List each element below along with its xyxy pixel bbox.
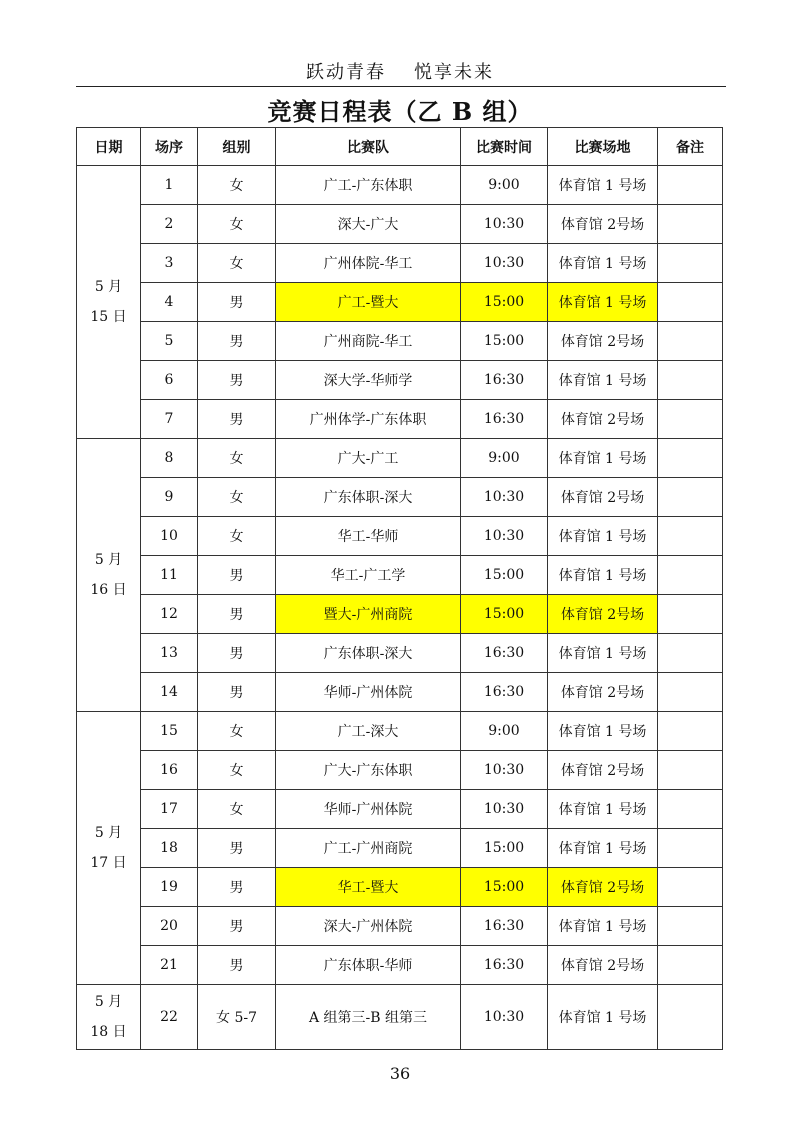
- match-order: 17: [141, 790, 198, 829]
- match-group: 男: [198, 868, 276, 907]
- date-month: 5 月: [94, 994, 123, 1010]
- match-note: [658, 673, 723, 712]
- match-venue: 体育馆 1 号场: [548, 985, 658, 1050]
- col-header-note: 备注: [658, 128, 723, 166]
- match-note: [658, 283, 723, 322]
- match-time: 10:30: [461, 244, 548, 283]
- match-order: 10: [141, 517, 198, 556]
- match-group: 女: [198, 790, 276, 829]
- date-day: 15 日: [90, 309, 127, 325]
- match-teams: 深大学-华师学: [276, 361, 461, 400]
- table-row: [77, 205, 723, 244]
- match-note: [658, 166, 723, 205]
- match-group: 女: [198, 478, 276, 517]
- col-header-group: 组别: [198, 128, 276, 166]
- table-row: [77, 790, 723, 829]
- match-time: 15:00: [461, 868, 548, 907]
- match-time: 16:30: [461, 361, 548, 400]
- table-row: [77, 829, 723, 868]
- page-number: 36: [389, 1064, 411, 1083]
- match-teams: 华工-广工学: [276, 556, 461, 595]
- page-title: 竞赛日程表（乙 B 组）: [267, 97, 533, 126]
- match-note: [658, 361, 723, 400]
- match-group: 男: [198, 283, 276, 322]
- match-venue: 体育馆 1 号场: [548, 166, 658, 205]
- table-row: [77, 712, 723, 751]
- match-order: 21: [141, 946, 198, 985]
- match-venue: 体育馆 2号场: [548, 946, 658, 985]
- match-group: 女: [198, 439, 276, 478]
- match-note: [658, 790, 723, 829]
- match-note: [658, 478, 723, 517]
- match-time: 10:30: [461, 478, 548, 517]
- match-group: 男: [198, 361, 276, 400]
- table-row: [77, 946, 723, 985]
- match-note: [658, 244, 723, 283]
- match-teams: A 组第三-B 组第三: [276, 985, 461, 1050]
- match-venue: 体育馆 1 号场: [548, 361, 658, 400]
- date-cell: [77, 712, 141, 985]
- match-venue: 体育馆 1 号场: [548, 829, 658, 868]
- table-header-row: [77, 128, 723, 166]
- match-group: 女: [198, 244, 276, 283]
- match-venue: 体育馆 2号场: [548, 322, 658, 361]
- match-teams: 深大-广州体院: [276, 907, 461, 946]
- match-note: [658, 517, 723, 556]
- match-group: 男: [198, 634, 276, 673]
- match-teams: 广州体院-华工: [276, 244, 461, 283]
- match-venue: 体育馆 1 号场: [548, 712, 658, 751]
- match-venue: 体育馆 2号场: [548, 205, 658, 244]
- match-note: [658, 829, 723, 868]
- match-order: 12: [141, 595, 198, 634]
- match-order: 19: [141, 868, 198, 907]
- match-note: [658, 985, 723, 1050]
- match-teams: 广州体学-广东体职: [276, 400, 461, 439]
- table-row: [77, 283, 723, 322]
- match-teams: 广工-深大: [276, 712, 461, 751]
- table-row: [77, 673, 723, 712]
- date-day: 17 日: [90, 855, 127, 871]
- schedule-body: [77, 166, 723, 1050]
- table-row: [77, 439, 723, 478]
- match-venue: 体育馆 1 号场: [548, 244, 658, 283]
- match-teams: 广工-广东体职: [276, 166, 461, 205]
- match-time: 9:00: [461, 439, 548, 478]
- match-order: 4: [141, 283, 198, 322]
- match-order: 2: [141, 205, 198, 244]
- date-month: 5 月: [94, 825, 123, 841]
- match-group: 男: [198, 595, 276, 634]
- table-row: [77, 556, 723, 595]
- table-row: [77, 166, 723, 205]
- match-order: 11: [141, 556, 198, 595]
- match-teams: 暨大-广州商院: [276, 595, 461, 634]
- match-order: 5: [141, 322, 198, 361]
- match-venue: 体育馆 1 号场: [548, 634, 658, 673]
- match-order: 1: [141, 166, 198, 205]
- match-order: 6: [141, 361, 198, 400]
- match-teams: 华工-华师: [276, 517, 461, 556]
- date-month: 5 月: [94, 552, 123, 568]
- col-header-date: 日期: [77, 128, 141, 166]
- match-time: 15:00: [461, 283, 548, 322]
- match-group: 男: [198, 322, 276, 361]
- match-teams: 深大-广大: [276, 205, 461, 244]
- match-time: 10:30: [461, 205, 548, 244]
- match-order: 8: [141, 439, 198, 478]
- match-group: 男: [198, 400, 276, 439]
- table-row: [77, 517, 723, 556]
- match-venue: 体育馆 1 号场: [548, 907, 658, 946]
- match-note: [658, 400, 723, 439]
- match-venue: 体育馆 1 号场: [548, 283, 658, 322]
- match-time: 15:00: [461, 556, 548, 595]
- table-row: [77, 907, 723, 946]
- match-teams: 广东体职-华师: [276, 946, 461, 985]
- match-time: 16:30: [461, 946, 548, 985]
- match-note: [658, 595, 723, 634]
- match-group: 女 5-7: [198, 985, 276, 1050]
- table-row: [77, 595, 723, 634]
- match-time: 10:30: [461, 985, 548, 1050]
- match-venue: 体育馆 1 号场: [548, 556, 658, 595]
- date-month: 5 月: [94, 279, 123, 295]
- match-time: 16:30: [461, 634, 548, 673]
- match-teams: 广大-广东体职: [276, 751, 461, 790]
- header-divider: [76, 86, 726, 87]
- match-group: 女: [198, 712, 276, 751]
- table-row: [77, 400, 723, 439]
- table-row: [77, 751, 723, 790]
- match-order: 15: [141, 712, 198, 751]
- match-time: 15:00: [461, 829, 548, 868]
- match-order: 9: [141, 478, 198, 517]
- match-teams: 华师-广州体院: [276, 790, 461, 829]
- match-teams: 广工-广州商院: [276, 829, 461, 868]
- match-order: 16: [141, 751, 198, 790]
- match-group: 男: [198, 673, 276, 712]
- match-venue: 体育馆 1 号场: [548, 439, 658, 478]
- match-time: 10:30: [461, 751, 548, 790]
- match-group: 男: [198, 907, 276, 946]
- match-time: 10:30: [461, 790, 548, 829]
- col-header-teams: 比赛队: [276, 128, 461, 166]
- table-row: [77, 478, 723, 517]
- match-group: 男: [198, 556, 276, 595]
- header-slogan: [0, 58, 800, 84]
- match-time: 9:00: [461, 166, 548, 205]
- date-cell: [77, 439, 141, 712]
- match-teams: 华师-广州体院: [276, 673, 461, 712]
- match-note: [658, 556, 723, 595]
- match-venue: 体育馆 1 号场: [548, 790, 658, 829]
- table-row: [77, 868, 723, 907]
- match-note: [658, 946, 723, 985]
- date-day: 18 日: [90, 1024, 127, 1040]
- match-teams: 广工-暨大: [276, 283, 461, 322]
- match-order: 14: [141, 673, 198, 712]
- match-venue: 体育馆 2号场: [548, 478, 658, 517]
- match-teams: 广大-广工: [276, 439, 461, 478]
- date-cell: [77, 985, 141, 1050]
- table-row: [77, 244, 723, 283]
- match-note: [658, 322, 723, 361]
- match-time: 9:00: [461, 712, 548, 751]
- match-group: 女: [198, 751, 276, 790]
- match-note: [658, 751, 723, 790]
- match-order: 13: [141, 634, 198, 673]
- table-row: [77, 361, 723, 400]
- col-header-venue: 比赛场地: [548, 128, 658, 166]
- col-header-time: 比赛时间: [461, 128, 548, 166]
- match-order: 7: [141, 400, 198, 439]
- match-time: 16:30: [461, 400, 548, 439]
- match-teams: 广东体职-深大: [276, 634, 461, 673]
- col-header-order: 场序: [141, 128, 198, 166]
- schedule-table: [76, 127, 723, 1050]
- match-venue: 体育馆 2号场: [548, 595, 658, 634]
- match-time: 16:30: [461, 907, 548, 946]
- match-venue: 体育馆 2号场: [548, 673, 658, 712]
- slogan-left: 跃动青春: [306, 62, 386, 83]
- match-order: 18: [141, 829, 198, 868]
- match-note: [658, 868, 723, 907]
- match-order: 22: [141, 985, 198, 1050]
- match-time: 15:00: [461, 595, 548, 634]
- match-time: 10:30: [461, 517, 548, 556]
- match-group: 女: [198, 166, 276, 205]
- match-venue: 体育馆 2号场: [548, 400, 658, 439]
- match-note: [658, 712, 723, 751]
- match-teams: 华工-暨大: [276, 868, 461, 907]
- match-venue: 体育馆 2号场: [548, 868, 658, 907]
- match-group: 男: [198, 946, 276, 985]
- match-group: 男: [198, 829, 276, 868]
- match-note: [658, 439, 723, 478]
- match-order: 3: [141, 244, 198, 283]
- date-day: 16 日: [90, 582, 127, 598]
- match-order: 20: [141, 907, 198, 946]
- match-venue: 体育馆 1 号场: [548, 517, 658, 556]
- table-row: [77, 322, 723, 361]
- match-time: 16:30: [461, 673, 548, 712]
- match-note: [658, 205, 723, 244]
- date-cell: [77, 166, 141, 439]
- match-teams: 广东体职-深大: [276, 478, 461, 517]
- match-time: 15:00: [461, 322, 548, 361]
- slogan-right: 悦享未来: [414, 62, 494, 83]
- table-row: [77, 985, 723, 1050]
- match-note: [658, 634, 723, 673]
- match-venue: 体育馆 2号场: [548, 751, 658, 790]
- match-teams: 广州商院-华工: [276, 322, 461, 361]
- table-row: [77, 634, 723, 673]
- match-group: 女: [198, 205, 276, 244]
- match-group: 女: [198, 517, 276, 556]
- match-note: [658, 907, 723, 946]
